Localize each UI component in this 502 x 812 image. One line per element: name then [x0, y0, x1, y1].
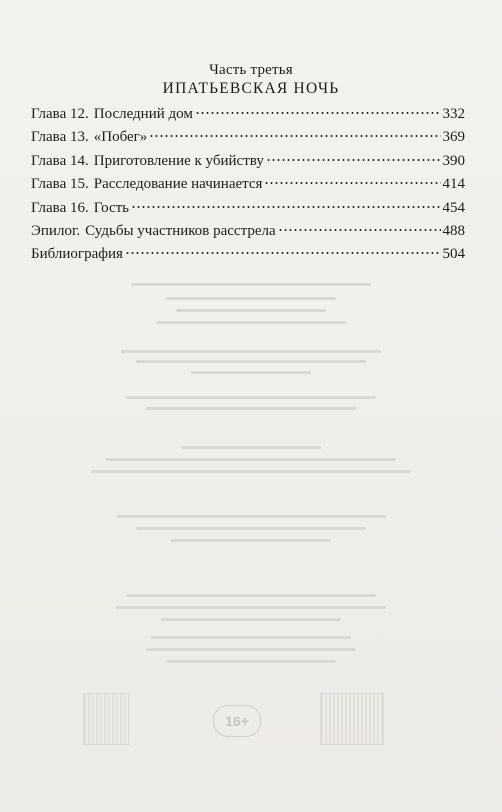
bleed-through-line — [0, 648, 502, 651]
toc-entry-label — [31, 246, 123, 263]
bleed-through-line — [0, 360, 502, 363]
bleed-through-line — [0, 606, 502, 609]
toc-entry-label — [31, 200, 129, 217]
toc-entry-label — [31, 153, 264, 170]
bleed-through-line — [0, 321, 502, 324]
toc-chapter: Глава 13. — [31, 129, 89, 146]
toc-title: Расследование начинается — [93, 176, 263, 193]
toc-page-number: 332 — [442, 106, 465, 122]
toc-chapter: Глава 16. — [31, 199, 89, 216]
bleed-through-line — [0, 515, 502, 518]
toc-entry — [31, 153, 465, 176]
bleed-through-line — [0, 618, 502, 621]
publisher-logo-ghost — [83, 693, 129, 745]
toc-chapter: Глава 15. — [31, 176, 89, 193]
toc-title: Последний дом — [93, 106, 193, 122]
toc-leader-dots — [125, 251, 441, 255]
toc-entry-label — [31, 129, 147, 146]
toc-chapter: Эпилог. — [31, 222, 81, 239]
bleed-through-line — [0, 539, 502, 542]
toc-page-number: 414 — [442, 176, 465, 193]
toc-chapter: Глава 14. — [31, 152, 89, 169]
toc-leader-dots — [278, 228, 441, 232]
bleed-through-line — [0, 636, 502, 639]
bleed-through-line — [0, 309, 502, 312]
bleed-through-line — [0, 660, 502, 663]
part-title: ИПАТЬЕВСКАЯ НОЧЬ — [162, 80, 340, 97]
toc-title: Гость — [93, 199, 130, 216]
toc-entry — [31, 129, 465, 152]
toc-chapter: Глава 12. — [31, 106, 89, 122]
toc-entry — [31, 200, 465, 223]
bleed-through-line — [0, 283, 502, 286]
bleed-through-line — [0, 371, 502, 374]
toc-title: «Побег» — [93, 129, 148, 146]
toc-leader-dots — [266, 158, 441, 162]
bleed-through-line — [0, 527, 502, 530]
toc-page-number: 390 — [442, 152, 465, 169]
table-of-contents — [31, 106, 465, 270]
part-label: Часть третья — [209, 62, 293, 78]
toc-title: Судьбы участников расстрела — [85, 222, 276, 239]
toc-page-number: 504 — [442, 246, 465, 263]
toc-page-number: 369 — [442, 129, 465, 146]
bleed-through-line — [0, 594, 502, 597]
age-rating-badge: 16+ — [213, 705, 261, 737]
bleed-through-line — [0, 407, 502, 410]
toc-entry — [31, 106, 465, 129]
toc-entry-label — [31, 106, 193, 123]
toc-page-number: 454 — [442, 199, 465, 216]
toc-page-number: 488 — [442, 222, 465, 239]
bleed-through-line — [0, 350, 502, 353]
bleed-through-line — [0, 396, 502, 399]
toc-leader-dots — [195, 111, 441, 115]
bleed-through-line — [0, 470, 502, 473]
toc-title: Приготовление к убийству — [93, 152, 264, 169]
toc-leader-dots — [149, 134, 440, 138]
bleed-through-line — [0, 458, 502, 461]
toc-leader-dots — [264, 181, 440, 185]
toc-leader-dots — [131, 205, 440, 209]
publisher-logo-ghost — [320, 693, 384, 745]
bleed-through-line — [0, 297, 502, 300]
toc-entry-label — [31, 176, 262, 193]
toc-entry — [31, 246, 465, 269]
bleed-through-line — [0, 446, 502, 449]
toc-entry-label — [31, 223, 276, 240]
toc-entry — [31, 176, 465, 199]
toc-title: Библиография — [31, 246, 123, 263]
toc-entry — [31, 223, 465, 246]
